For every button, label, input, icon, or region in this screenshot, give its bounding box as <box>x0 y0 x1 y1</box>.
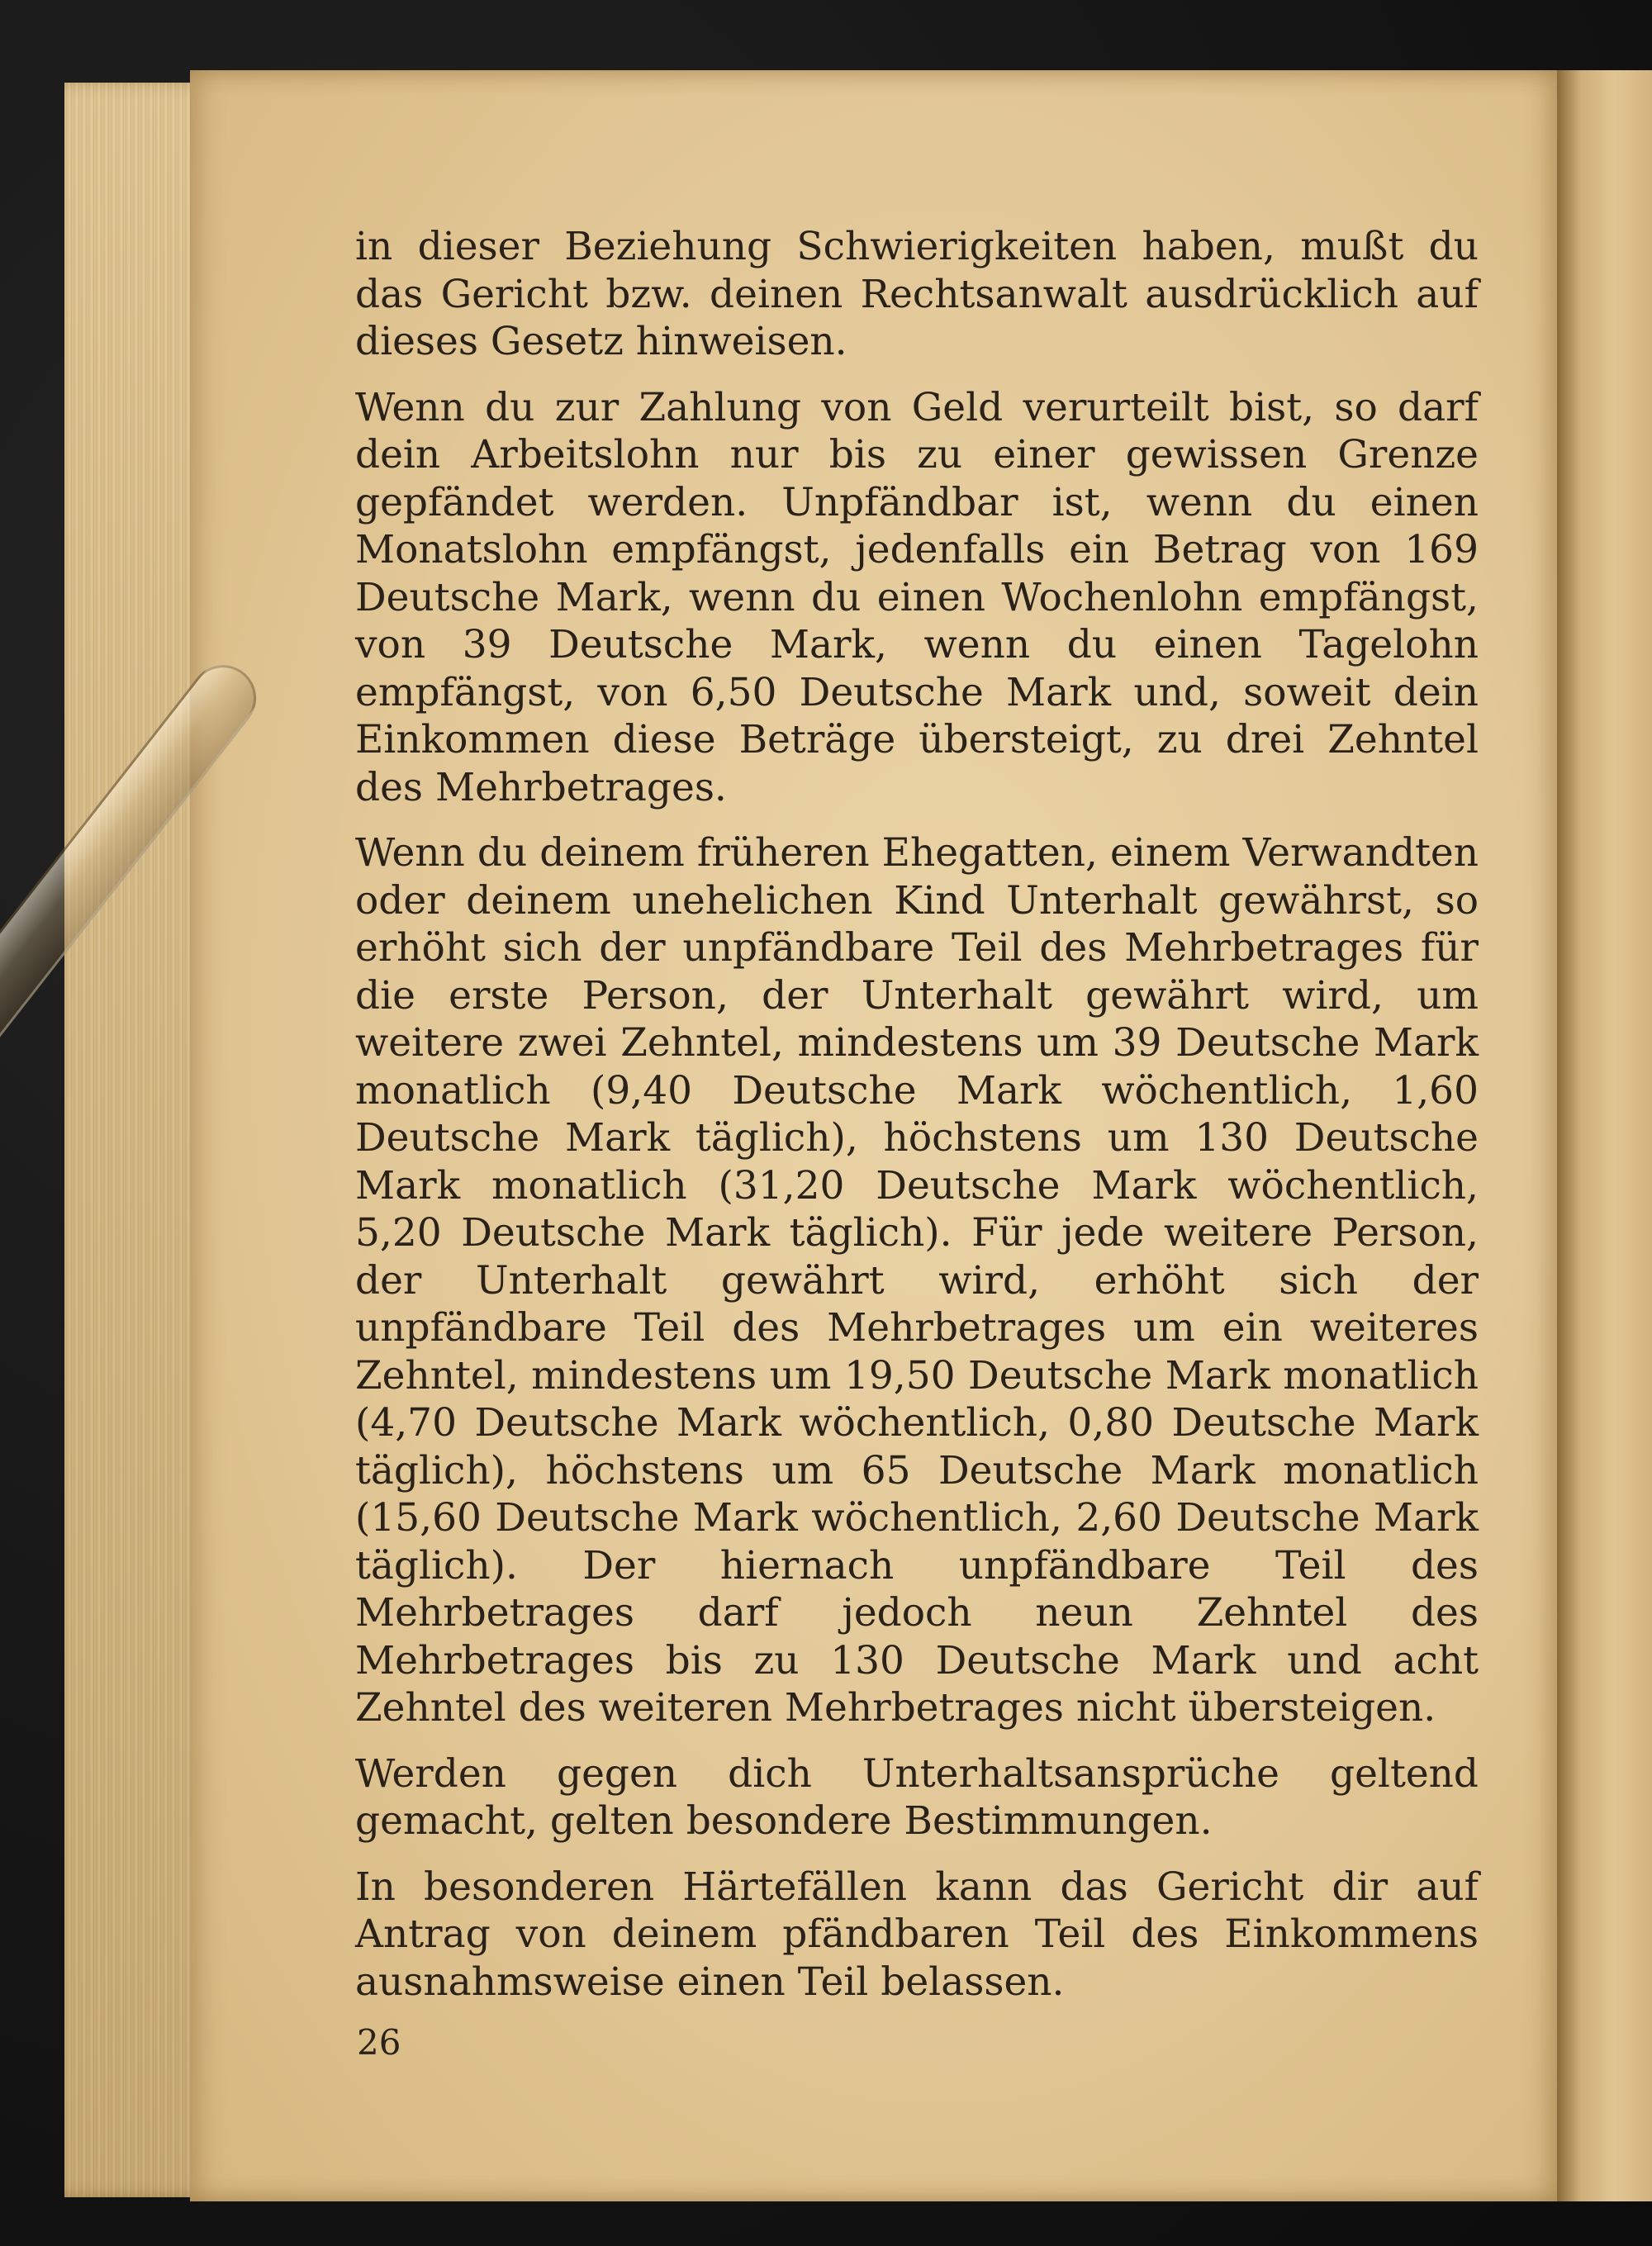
page-body-text <box>355 223 1479 2024</box>
paragraph-3: Wenn du deinem früheren Ehegatten, einem Verwandten oder deinem unehelichen Kind Unterhalt gewährst, so erhöht sich der unpfändbare Teil des Mehrbetrages für die erste Person, der Unterhalt gewährt wird, um weitere zwei Zehntel, mindestens um 39 Deutsche Mark monatlich (9,40 Deutsche Mark wöchentlich, 1,60 Deutsche Mark täglich), höchstens um 130 Deutsche Mark monatlich (31,20 Deutsche Mark wöchentlich, 5,20 Deutsche Mark täglich). Für jede weitere Person, der Unterhalt gewährt wird, erhöht sich der unpfändbare Teil des Mehrbetrages um ein weiteres Zehntel, mindestens um 19,50 Deutsche Mark monatlich (4,70 Deutsche Mark wöchentlich, 0,80 Deutsche Mark täglich), höchstens um 65 Deutsche Mark monatlich (15,60 Deutsche Mark wöchentlich, 2,60 Deutsche Mark täglich). Der hiernach unpfändbare Teil des Mehrbetrages darf jedoch neun Zehntel des Mehrbetrages bis zu 130 Deutsche Mark und acht Zehntel des weiteren Mehrbetrages nicht übersteigen. <box>355 830 1479 1731</box>
paragraph-2: Wenn du zur Zahlung von Geld verurteilt bist, so darf dein Arbeitslohn nur bis zu einer gewissen Grenze gepfändet werden. Unpfändbar ist, wenn du einen Monatslohn empfängst, jedenfalls ein Betrag von 169 Deutsche Mark, wenn du einen Wochenlohn empfängst, von 39 Deutsche Mark, wenn du einen Tagelohn empfängst, von 6,50 Deutsche Mark und, soweit dein Einkommen diese Beträge übersteigt, zu drei Zehntel des Mehrbetrages. <box>355 384 1479 810</box>
book-gutter <box>1557 70 1652 2201</box>
page-number: 26 <box>357 2022 401 2063</box>
paragraph-5: In besonderen Härtefällen kann das Gericht dir auf Antrag von deinem pfändbaren Teil des Einkommens ausnahmsweise einen Teil belassen. <box>355 1864 1479 2005</box>
paragraph-4: Werden gegen dich Unterhaltsansprüche geltend gemacht, gelten besondere Bestimmungen. <box>355 1750 1479 1844</box>
paragraph-1: in dieser Beziehung Schwierigkeiten haben, mußt du das Gericht bzw. deinen Rechtsanwalt ausdrücklich auf dieses Gesetz hinweisen. <box>355 224 1479 364</box>
